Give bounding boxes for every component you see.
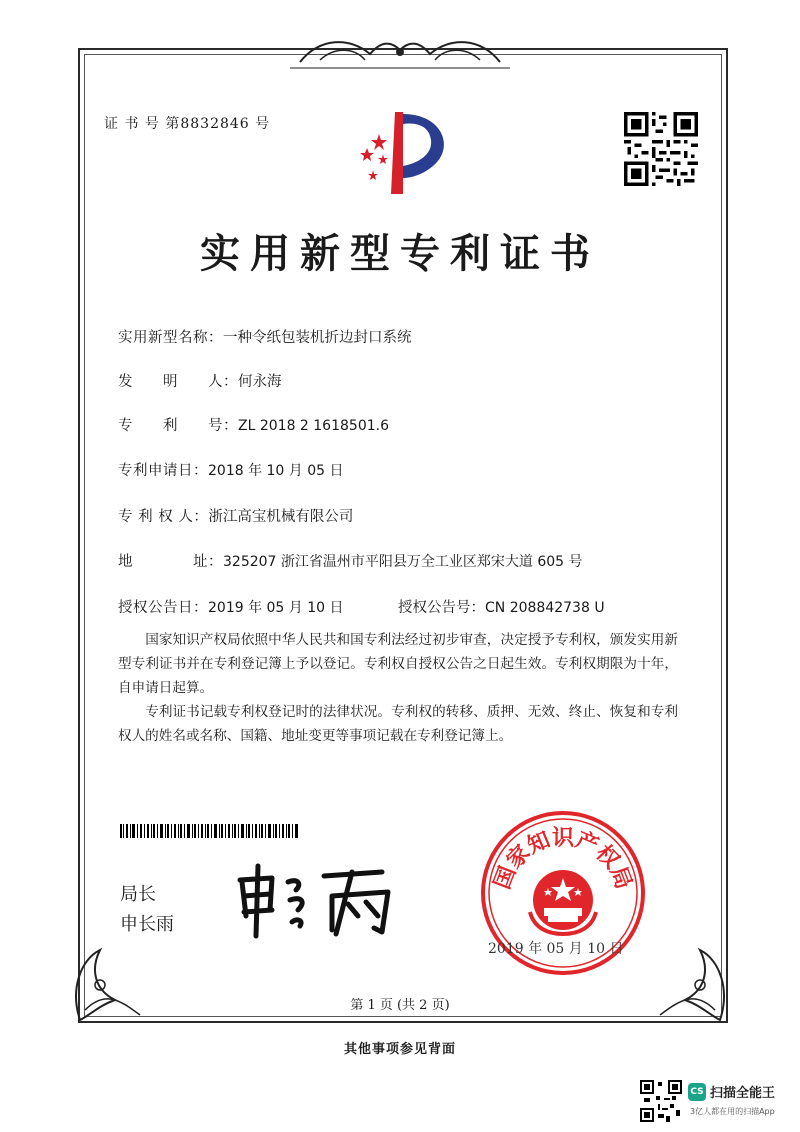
certificate-title: 实用新型专利证书 — [200, 230, 600, 277]
patentee-value: 浙江高宝机械有限公司 — [208, 509, 354, 525]
certificate-number: 证 书 号 第8832846 号 — [104, 116, 271, 132]
handwritten-signature-icon — [232, 860, 402, 940]
footer-note: 其他事项参见背面 — [343, 1042, 456, 1057]
top-ornament-icon — [290, 32, 510, 72]
body-paragraph-1: 国家知识产权局依照中华人民共和国专利法经过初步审查，决定授予专利权，颁发实用新型专利证书并在专利登记簿上予以登记。专利权自授权公告之日起生效。专利权期限为十年，自申请日起算。 — [118, 632, 678, 696]
scanner-app-watermark — [640, 1080, 792, 1124]
patent-number-value: ZL 2018 2 1618501.6 — [238, 418, 389, 434]
grant-date-field — [118, 596, 344, 617]
grant-date-label: 授权公告日： — [118, 600, 208, 616]
seal-date: 2019 年 05 月 10 日 — [488, 941, 624, 957]
body-paragraph-2: 专利证书记载专利权登记时的法律状况。专利权的转移、质押、无效、终止、恢复和专利权人的姓名或名称、国籍、地址变更等事项记载在专利登记簿上。 — [118, 704, 678, 744]
patent-number-field — [118, 414, 389, 435]
address-label: 地 址： — [118, 554, 223, 570]
watermark-qr-icon — [640, 1080, 682, 1122]
seal-text: 国家知识产权局 — [489, 826, 637, 893]
filing-date-label: 专利申请日： — [118, 463, 208, 479]
certificate-body — [118, 628, 678, 748]
bottom-right-ornament-icon — [650, 930, 740, 1030]
barcode-icon — [120, 824, 300, 838]
bottom-left-ornament-icon — [60, 930, 150, 1030]
patent-number-label: 专 利 号： — [118, 418, 238, 434]
patentee-field — [118, 505, 353, 526]
inventor-value: 何永海 — [238, 374, 282, 390]
grant-number-field — [398, 596, 605, 617]
patent-office-logo-icon — [343, 108, 463, 198]
page-number: 第 1 页 (共 2 页) — [350, 998, 450, 1013]
utility-model-name-value: 一种令纸包装机折边封口系统 — [223, 330, 412, 346]
grant-number-value: CN 208842738 U — [485, 600, 605, 616]
director-name: 申长雨 — [120, 914, 174, 935]
address-value: 325207 浙江省温州市平阳县万全工业区郑宋大道 605 号 — [223, 554, 583, 570]
filing-date-value: 2018 年 10 月 05 日 — [208, 463, 344, 479]
qr-code-icon — [624, 112, 698, 186]
inventor-field — [118, 370, 282, 391]
utility-model-name-label: 实用新型名称： — [118, 330, 223, 346]
grant-number-label: 授权公告号： — [398, 600, 485, 616]
patentee-label: 专 利 权 人： — [118, 509, 209, 525]
grant-date-value: 2019 年 05 月 10 日 — [208, 600, 344, 616]
inventor-label: 发 明 人： — [118, 374, 238, 390]
filing-date-field — [118, 459, 344, 480]
utility-model-name-field — [118, 326, 412, 347]
address-field — [118, 550, 583, 571]
scanner-app-name: 扫描全能王 — [710, 1086, 776, 1101]
scanner-app-tagline: 3亿人都在用的扫描App — [690, 1107, 775, 1116]
director-title: 局长 — [120, 884, 156, 905]
scanner-app-badge: CS — [688, 1083, 706, 1101]
